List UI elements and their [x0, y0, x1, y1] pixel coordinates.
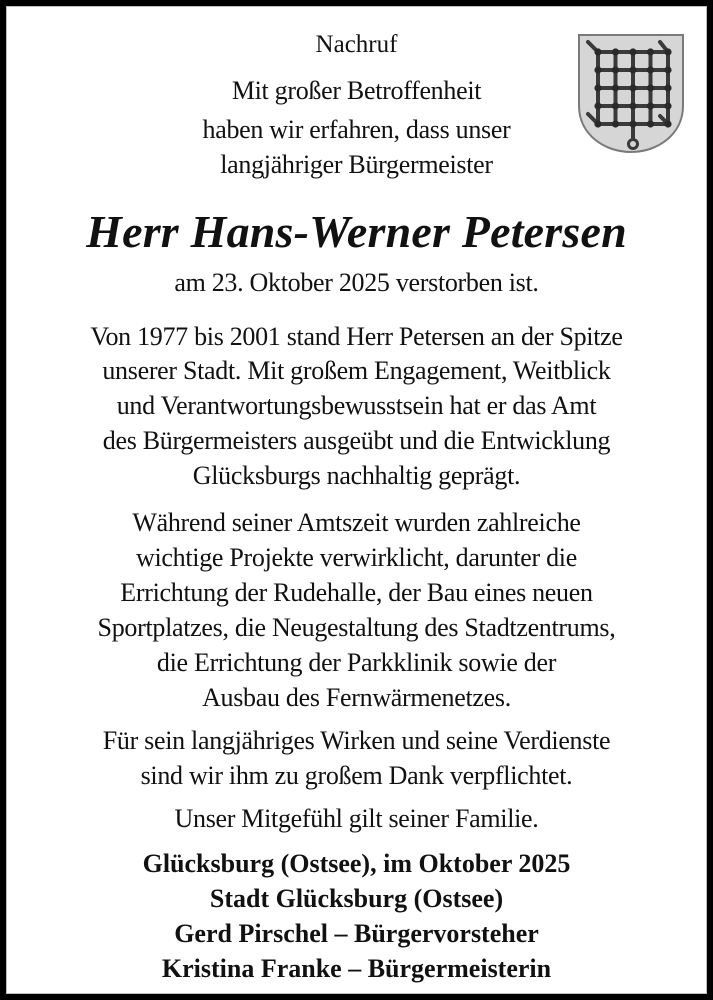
paragraph-3-line: sind wir ihm zu großem Dank verpflichtet. — [140, 761, 573, 790]
paragraph-1-line: und Verantwortungsbewusstsein hat er das Amt — [116, 391, 597, 420]
paragraph-1-line: des Bürgermeisters ausgeübt und die Entwicklung — [102, 426, 611, 455]
paragraph-2-line: Sportplatzes, die Neugestaltung des Stadtzentrums, — [97, 613, 616, 642]
intro-line: Mit großer Betroffenheit — [231, 76, 482, 105]
paragraph-2-line: wichtige Projekte verwirklicht, darunter die — [136, 543, 577, 572]
paragraph-2-line: die Errichtung der Parkklinik sowie der — [156, 648, 557, 677]
signature-place-date: Glücksburg (Ostsee), im Oktober 2025 — [142, 849, 571, 878]
deceased-name: Herr Hans-Werner Petersen — [86, 206, 627, 257]
paragraph-2-line: Ausbau des Fernwärmenetzes. — [202, 683, 511, 712]
notice-heading: Nachruf — [315, 31, 398, 58]
paragraph-2-line: Errichtung der Rudehalle, der Bau eines neuen — [120, 578, 593, 607]
paragraph-2-line: Während seiner Amtszeit wurden zahlreiche — [132, 508, 581, 537]
paragraph-1-line: Glücksburgs nachhaltig geprägt. — [192, 461, 521, 490]
intro-line: haben wir erfahren, dass unser — [202, 115, 511, 144]
condolence-line: Unser Mitgefühl gilt seiner Familie. — [174, 804, 539, 833]
signature-council-chair: Gerd Pirschel – Bürgervorsteher — [174, 919, 539, 948]
obituary-notice — [6, 6, 707, 994]
paragraph-3-line: Für sein langjähriges Wirken und seine Verdienste — [102, 726, 611, 755]
signature-city: Stadt Glücksburg (Ostsee) — [209, 884, 504, 913]
death-date-line: am 23. Oktober 2025 verstorben ist. — [174, 268, 539, 297]
signature-mayor: Kristina Franke – Bürgermeisterin — [161, 954, 552, 983]
intro-line: langjähriger Bürgermeister — [220, 150, 493, 179]
paragraph-1-line: unserer Stadt. Mit großem Engagement, Weitblick — [102, 356, 611, 385]
paragraph-1-line: Von 1977 bis 2001 stand Herr Petersen an der Spitze — [90, 322, 623, 351]
